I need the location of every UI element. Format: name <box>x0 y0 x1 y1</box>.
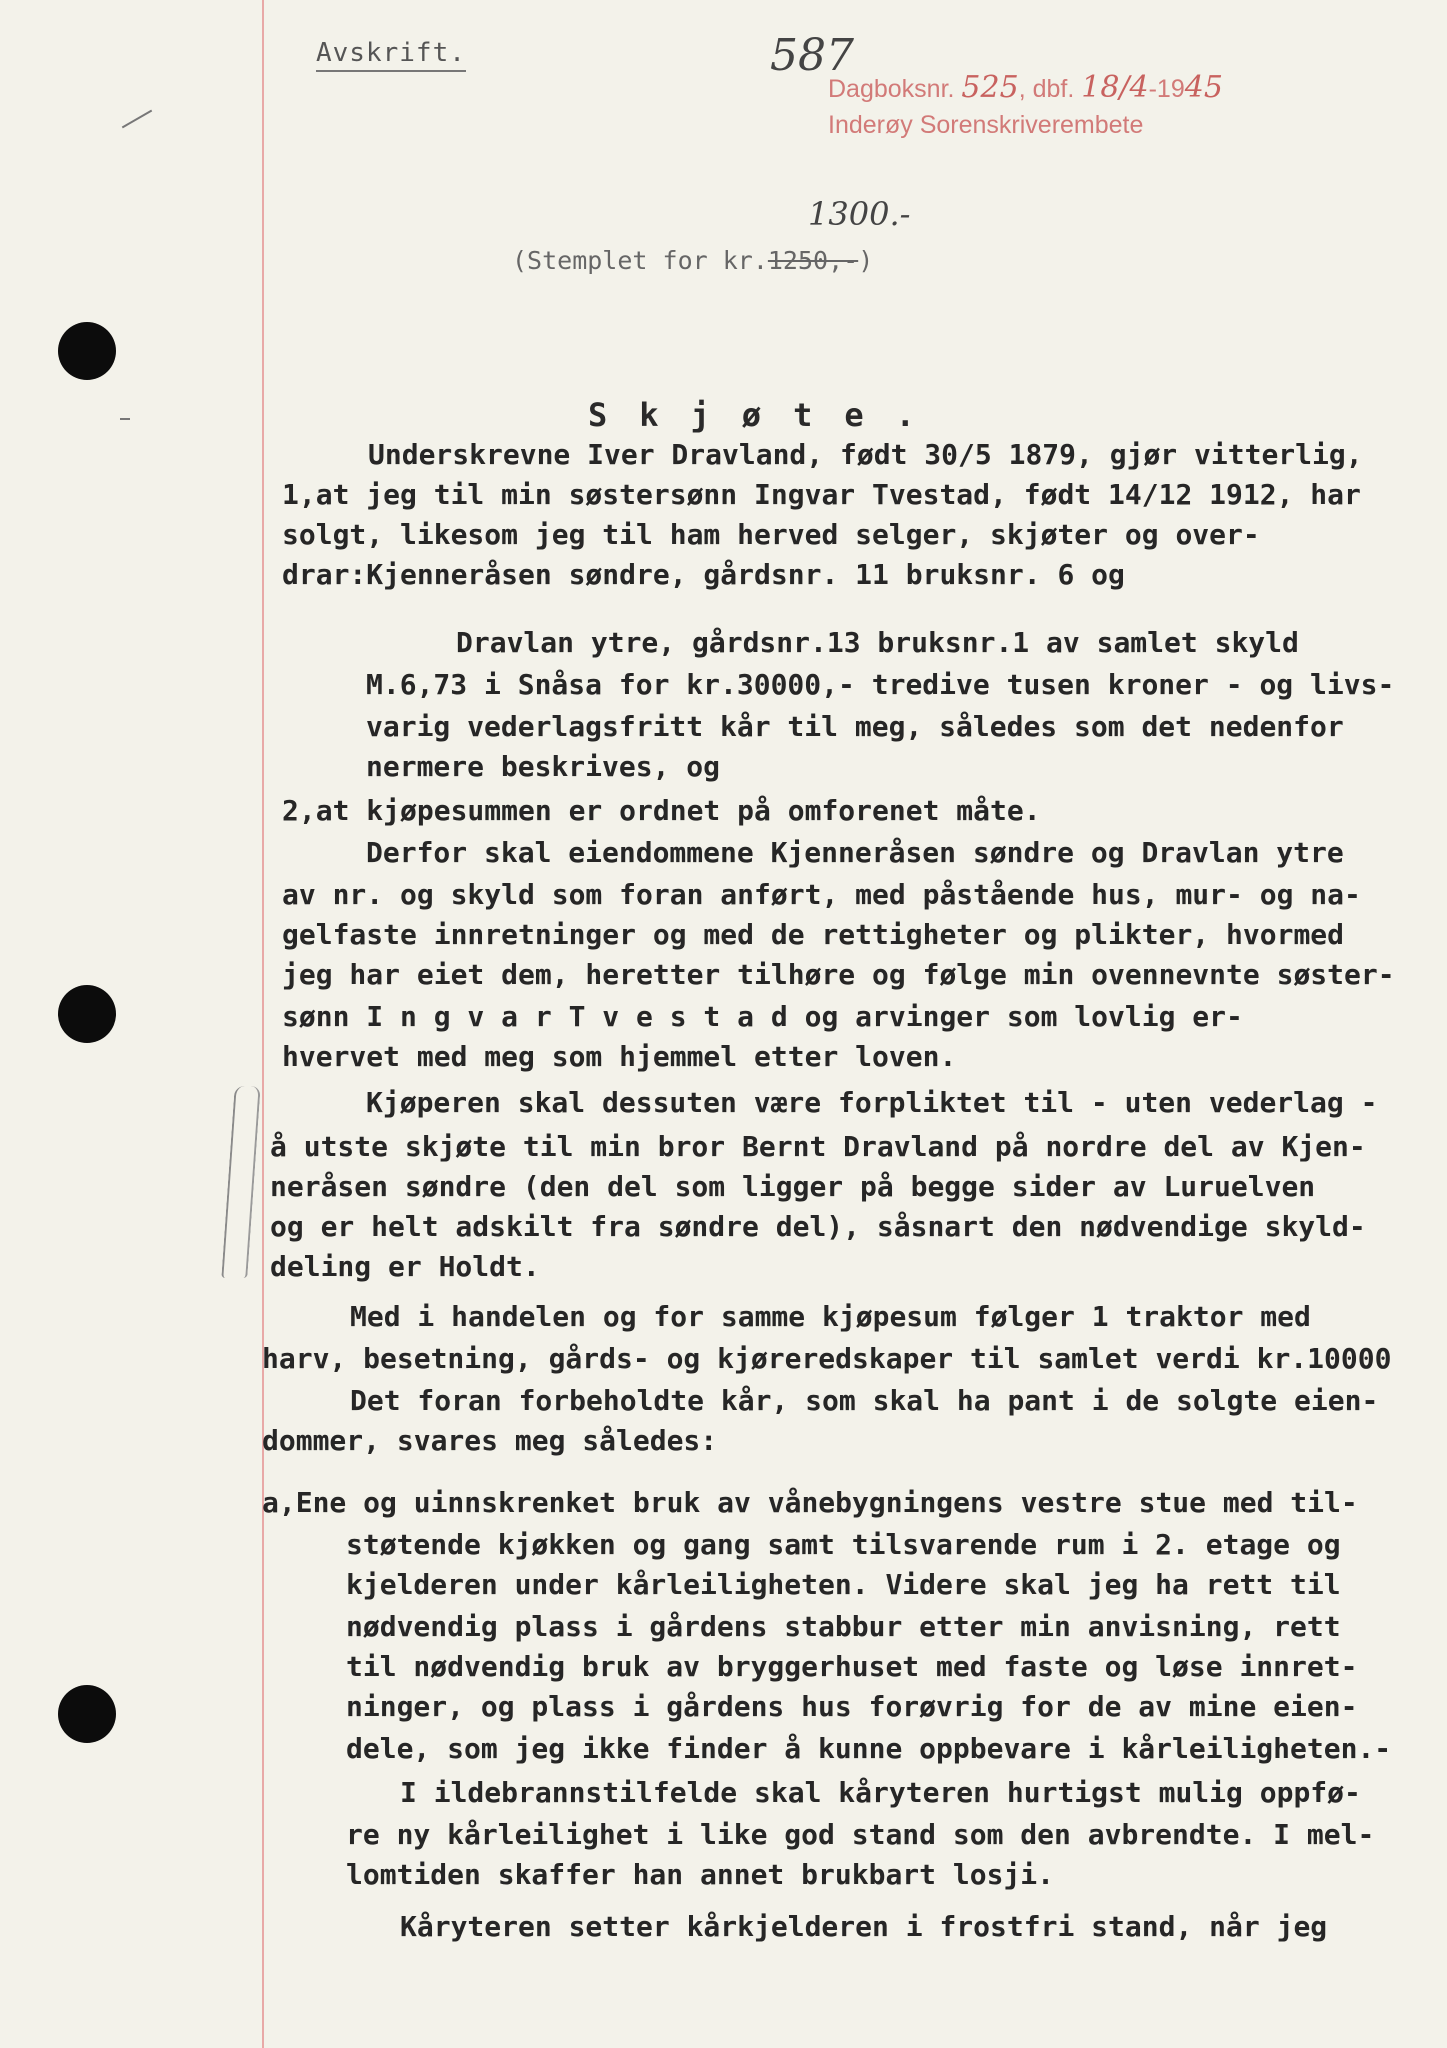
body-line: lomtiden skaffer han annet brukbart losji. <box>346 1858 1055 1891</box>
body-line: Underskrevne Iver Dravland, født 30/5 1879, gjør vitterlig, <box>368 438 1363 471</box>
body-line: og er helt adskilt fra søndre del), såsnart den nødvendige skyld- <box>270 1210 1366 1243</box>
body-line: dele, som jeg ikke finder å kunne oppbevare i kårleiligheten.- <box>346 1732 1392 1765</box>
body-line: jeg har eiet dem, heretter tilhøre og følge min ovennevnte søster- <box>282 958 1395 991</box>
body-line: harv, besetning, gårds- og kjøreredskaper til samlet verdi kr.10000 <box>262 1342 1392 1375</box>
body-line: ninger, og plass i gårdens hus forøvrig for de av mine eien- <box>346 1690 1358 1723</box>
body-line: av nr. og skyld som foran anført, med påstående hus, mur- og na- <box>282 878 1361 911</box>
body-line: deling er Holdt. <box>270 1250 540 1283</box>
stamp-fee-line <box>512 246 873 275</box>
document-title: Skjøte. <box>588 396 947 434</box>
page-number: 587 <box>770 30 854 81</box>
stamp-year-suffix: 45 <box>1184 70 1223 105</box>
stamp-year-prefix: -19 <box>1148 75 1185 103</box>
body-line: dommer, svares meg således: <box>262 1424 718 1457</box>
punch-hole-2 <box>58 985 116 1043</box>
body-line: Kjøperen skal dessuten være forpliktet til - uten vederlag - <box>366 1086 1378 1119</box>
stamp-fee-suffix: ) <box>858 246 874 275</box>
body-line: å utste skjøte til min bror Bernt Dravland på nordre del av Kjen- <box>270 1130 1366 1163</box>
body-line: til nødvendig bruk av bryggerhuset med faste og løse innret- <box>346 1650 1358 1683</box>
body-line: sønn I n g v a r T v e s t a d og arvinger som lovlig er- <box>282 1000 1243 1033</box>
punch-hole-3 <box>58 1685 116 1743</box>
body-line: I ildebrannstilfelde skal kåryteren hurtigst mulig oppfø- <box>400 1776 1361 1809</box>
body-line: 2,at kjøpesummen er ordnet på omforenet måte. <box>282 794 1041 827</box>
body-line: hvervet med meg som hjemmel etter loven. <box>282 1040 957 1073</box>
body-line: kjelderen under kårleiligheten. Videre skal jeg ha rett til <box>346 1568 1341 1601</box>
stamp-office: Inderøy Sorenskriverembete <box>828 111 1144 139</box>
avskrift-heading: Avskrift. <box>316 38 466 72</box>
body-line: solgt, likesom jeg til ham herved selger, skjøter og over- <box>282 518 1260 551</box>
body-line: Derfor skal eiendommene Kjenneråsen søndre og Dravlan ytre <box>366 836 1344 869</box>
body-line: Dravlan ytre, gårdsnr.13 bruksnr.1 av samlet skyld <box>456 626 1299 659</box>
body-line: støtende kjøkken og gang samt tilsvarende rum i 2. etage og <box>346 1528 1341 1561</box>
body-line: nermere beskrives, og <box>366 750 721 783</box>
stamp-number: 525 <box>961 70 1019 105</box>
body-line: Kåryteren setter kårkjelderen i frostfri stand, når jeg <box>400 1910 1328 1943</box>
pencil-tick <box>122 110 152 129</box>
stamp-label-dbf: , dbf. <box>1018 75 1075 103</box>
body-line: 1,at jeg til min søstersønn Ingvar Tvestad, født 14/12 1912, har <box>282 478 1361 511</box>
body-line: drar:Kjenneråsen søndre, gårdsnr. 11 bruksnr. 6 og <box>282 558 1125 591</box>
registration-stamp <box>828 70 1223 143</box>
punch-hole-1 <box>58 322 116 380</box>
body-line: neråsen søndre (den del som ligger på begge sider av Luruelven <box>270 1170 1316 1203</box>
body-line: Det foran forbeholdte kår, som skal ha pant i de solgte eien- <box>350 1384 1379 1417</box>
body-line: gelfaste innretninger og med de rettigheter og plikter, hvormed <box>282 918 1345 951</box>
pencil-tick <box>120 418 130 420</box>
pencil-margin-mark <box>221 1086 260 1278</box>
struck-amount: 1250,- <box>767 246 859 275</box>
handwritten-amount: 1300.- <box>808 195 911 233</box>
stamp-date: 18/4 <box>1081 70 1149 105</box>
body-line: a,Ene og uinnskrenket bruk av vånebygningens vestre stue med til- <box>262 1486 1358 1519</box>
stamp-label-dagboksnr: Dagboksnr. <box>828 75 955 103</box>
body-line: re ny kårleilighet i like god stand som den avbrendte. I mel- <box>346 1818 1375 1851</box>
stamp-fee-prefix: (Stemplet for kr. <box>512 246 768 275</box>
margin-rule <box>262 0 264 2048</box>
body-line: Med i handelen og for samme kjøpesum følger 1 traktor med <box>350 1300 1311 1333</box>
body-line: nødvendig plass i gårdens stabbur etter min anvisning, rett <box>346 1610 1341 1643</box>
body-line: M.6,73 i Snåsa for kr.30000,- tredive tusen kroner - og livs- <box>366 668 1395 701</box>
body-line: varig vederlagsfritt kår til meg, således som det nedenfor <box>366 710 1344 743</box>
